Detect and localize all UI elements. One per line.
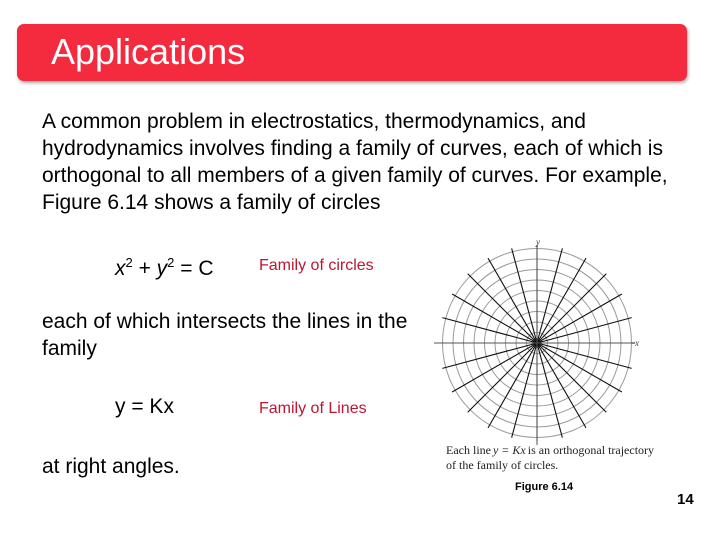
caption-part1: Each line [446,443,491,457]
equation-lines: y = Kx [115,395,174,418]
eq1-y: y [156,257,168,280]
figure-label: Figure 6.14 [515,481,574,493]
label-family-of-lines: Family of Lines [259,400,367,417]
eq1-rest: = C [174,257,214,280]
paragraph-intersects: each of which intersects the lines in the family [42,310,408,360]
caption-equation: y = Kx [492,443,526,457]
label-family-of-circles: Family of circles [259,257,374,274]
eq1-x: x [115,257,126,280]
x-axis-label: x [635,338,639,348]
y-axis-label: y [536,237,540,247]
page-number: 14 [677,491,694,508]
slide-title: Applications [51,31,246,72]
title-bar [17,24,687,81]
equation-circles [115,250,214,282]
eq1-plus: + [132,257,157,280]
paragraph-right-angles: at right angles. [42,455,180,478]
figure-svg [432,233,642,448]
caption-part3: is an orthogonal trajectory of the family of circles. [446,443,655,472]
eq1-exp1: 2 [125,255,133,270]
figure-caption [446,443,666,473]
figure-orthogonal-trajectories [432,233,642,448]
eq1-exp2: 2 [167,255,175,270]
paragraph-intro: A common problem in electrostatics, thermodynamics, and hydrodynamics involves finding a family of curves, each of which is orthogonal to all members of a given family of curves. For example, Figure 6.14 shows a family of circles [42,110,668,214]
